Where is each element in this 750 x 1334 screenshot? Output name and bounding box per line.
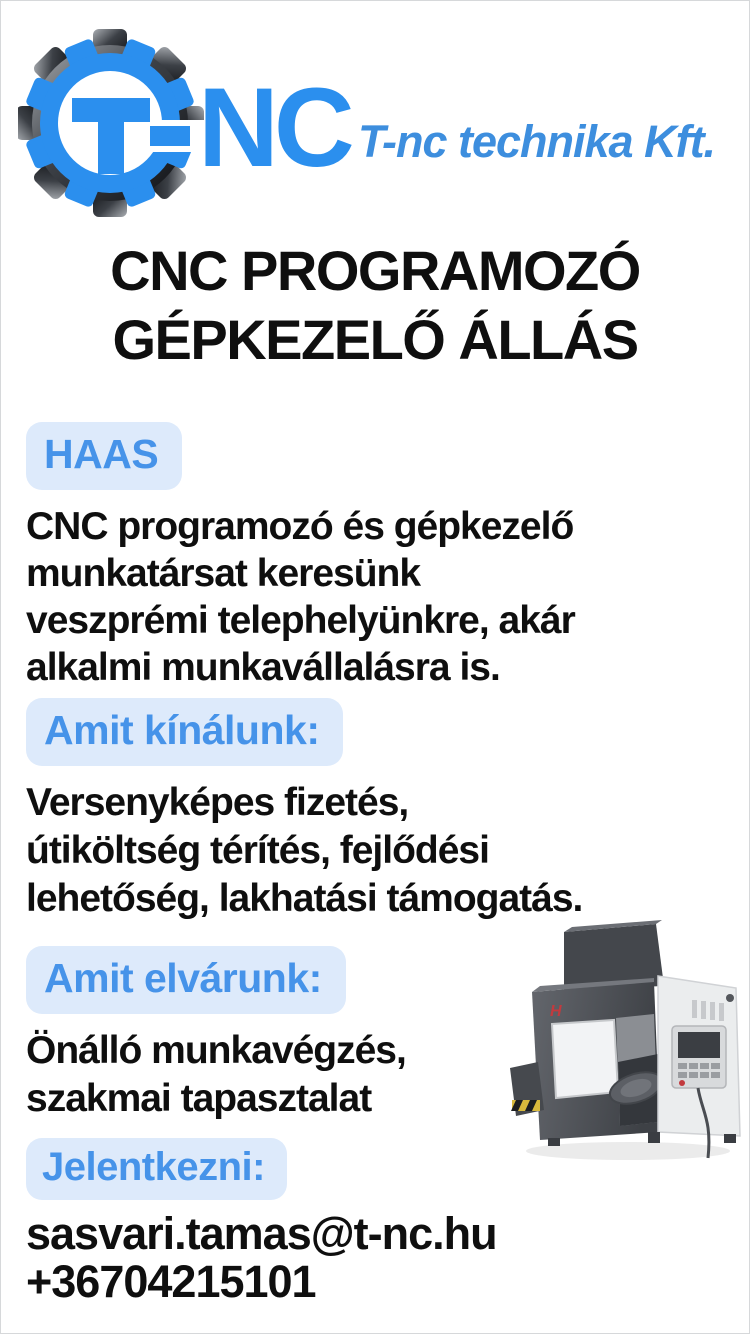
expect-line: szakmai tapasztalat bbox=[26, 1077, 372, 1120]
contact-email: sasvari.tamas@t-nc.hu bbox=[26, 1208, 497, 1259]
offer-badge: Amit kínálunk: bbox=[26, 698, 343, 766]
offer-line: Versenyképes fizetés, bbox=[26, 781, 409, 824]
expect-badge: Amit elvárunk: bbox=[26, 946, 346, 1014]
haas-line: CNC programozó és gépkezelő bbox=[26, 505, 574, 548]
haas-line: veszprémi telephelyünkre, akár bbox=[26, 599, 575, 642]
page-title-line2: GÉPKEZELŐ ÁLLÁS bbox=[112, 308, 638, 371]
offer-line: lehetőség, lakhatási támogatás. bbox=[26, 877, 583, 920]
section-haas bbox=[26, 422, 575, 691]
page-title-line1: CNC PROGRAMOZÓ bbox=[110, 239, 640, 302]
haas-logo-mark: H bbox=[550, 1003, 562, 1020]
company-logo bbox=[18, 24, 362, 220]
section-offer bbox=[26, 698, 582, 923]
page-title bbox=[0, 236, 750, 374]
haas-line: alkalmi munkavállalásra is. bbox=[26, 646, 500, 689]
gear-icon bbox=[18, 29, 352, 217]
expect-paragraph bbox=[26, 1027, 406, 1123]
haas-badge: HAAS bbox=[26, 422, 182, 490]
section-apply bbox=[26, 1138, 497, 1306]
apply-badge: Jelentkezni: bbox=[26, 1138, 287, 1200]
logo-hyphen bbox=[150, 126, 190, 146]
section-expect bbox=[26, 946, 406, 1123]
control-pendant bbox=[672, 1026, 726, 1088]
company-name: T-nc technika Kft. bbox=[358, 116, 716, 167]
offer-paragraph bbox=[26, 779, 582, 923]
contact-phone: +36704215101 bbox=[26, 1256, 316, 1307]
haas-paragraph bbox=[26, 503, 575, 691]
logo-letters-nc: NC bbox=[198, 65, 350, 190]
offer-line: útiköltség térítés, fejlődési bbox=[26, 829, 489, 872]
haas-line: munkatársat keresünk bbox=[26, 552, 421, 595]
expect-line: Önálló munkavégzés, bbox=[26, 1029, 406, 1072]
cnc-machine-image bbox=[496, 920, 750, 1170]
contact-block bbox=[26, 1210, 497, 1306]
